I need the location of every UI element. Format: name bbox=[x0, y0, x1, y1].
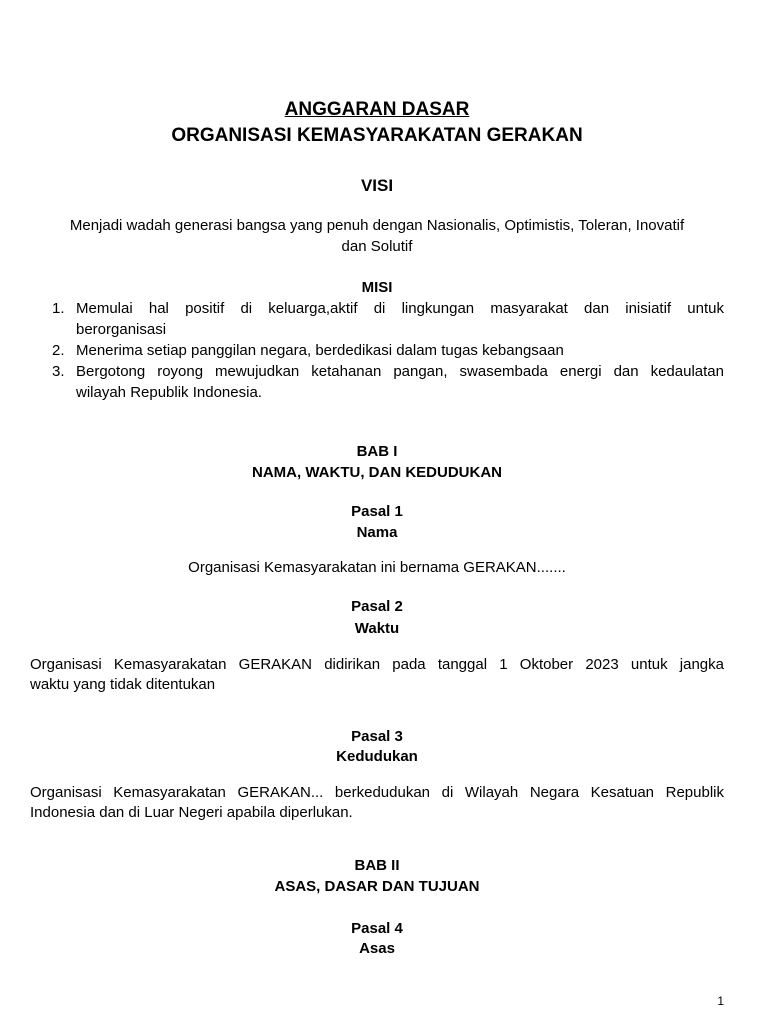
pasal3-text-line1: Organisasi Kemasyarakatan GERAKAN... berkedudukan di Wilayah Negara Kesatuan Republik bbox=[30, 784, 724, 801]
misi-item-number: 1. bbox=[52, 300, 65, 317]
pasal2-text-line1: Organisasi Kemasyarakatan GERAKAN didirikan pada tanggal 1 Oktober 2023 untuk jangka bbox=[30, 656, 724, 673]
misi-heading: MISI bbox=[361, 279, 393, 296]
misi-item-number: 2. bbox=[52, 342, 65, 359]
pasal3-label: Pasal 3 bbox=[351, 728, 403, 745]
pasal2-text-line2: waktu yang tidak ditentukan bbox=[30, 676, 216, 693]
pasal2-label: Pasal 2 bbox=[351, 598, 403, 615]
pasal3-title: Kedudukan bbox=[336, 748, 418, 765]
misi-item-number: 3. bbox=[52, 363, 65, 380]
page-number: 1 bbox=[717, 994, 724, 1008]
visi-text-line1: Menjadi wadah generasi bangsa yang penuh dengan Nasionalis, Optimistis, Toleran, Inovatif bbox=[69, 217, 685, 234]
misi-item-1 bbox=[52, 299, 724, 339]
visi-heading: VISI bbox=[360, 176, 394, 195]
misi-item-2 bbox=[52, 341, 724, 361]
misi-item-3 bbox=[52, 362, 724, 402]
misi-item-text-line2: berorganisasi bbox=[76, 321, 167, 338]
misi-item-text-line1: Menerima setiap panggilan negara, berdedikasi dalam tugas kebangsaan bbox=[76, 342, 564, 359]
document-title-line1: ANGGARAN DASAR bbox=[284, 99, 470, 120]
pasal4-label: Pasal 4 bbox=[351, 920, 403, 937]
misi-item-text-line1: Memulai hal positif di keluarga,aktif di lingkungan masyarakat dan inisiatif untuk bbox=[76, 300, 724, 317]
pasal1-text: Organisasi Kemasyarakatan ini bernama GERAKAN....... bbox=[188, 559, 566, 576]
pasal2-title: Waktu bbox=[354, 620, 400, 637]
pasal1-title: Nama bbox=[356, 524, 398, 541]
bab1-label: BAB I bbox=[356, 443, 398, 460]
bab2-label: BAB II bbox=[354, 857, 400, 874]
pasal1-label: Pasal 1 bbox=[351, 503, 403, 520]
visi-text-line2: dan Solutif bbox=[341, 238, 413, 255]
pasal4-title: Asas bbox=[359, 940, 395, 957]
bab2-title: ASAS, DASAR DAN TUJUAN bbox=[274, 878, 480, 895]
misi-item-text-line1: Bergotong royong mewujudkan ketahanan pangan, swasembada energi dan kedaulatan bbox=[76, 363, 724, 380]
bab1-title: NAMA, WAKTU, DAN KEDUDUKAN bbox=[252, 464, 502, 481]
document-title-line2: ORGANISASI KEMASYARAKATAN GERAKAN bbox=[171, 125, 583, 146]
pasal3-text-line2: Indonesia dan di Luar Negeri apabila diperlukan. bbox=[30, 804, 353, 821]
misi-item-text-line2: wilayah Republik Indonesia. bbox=[76, 384, 262, 401]
